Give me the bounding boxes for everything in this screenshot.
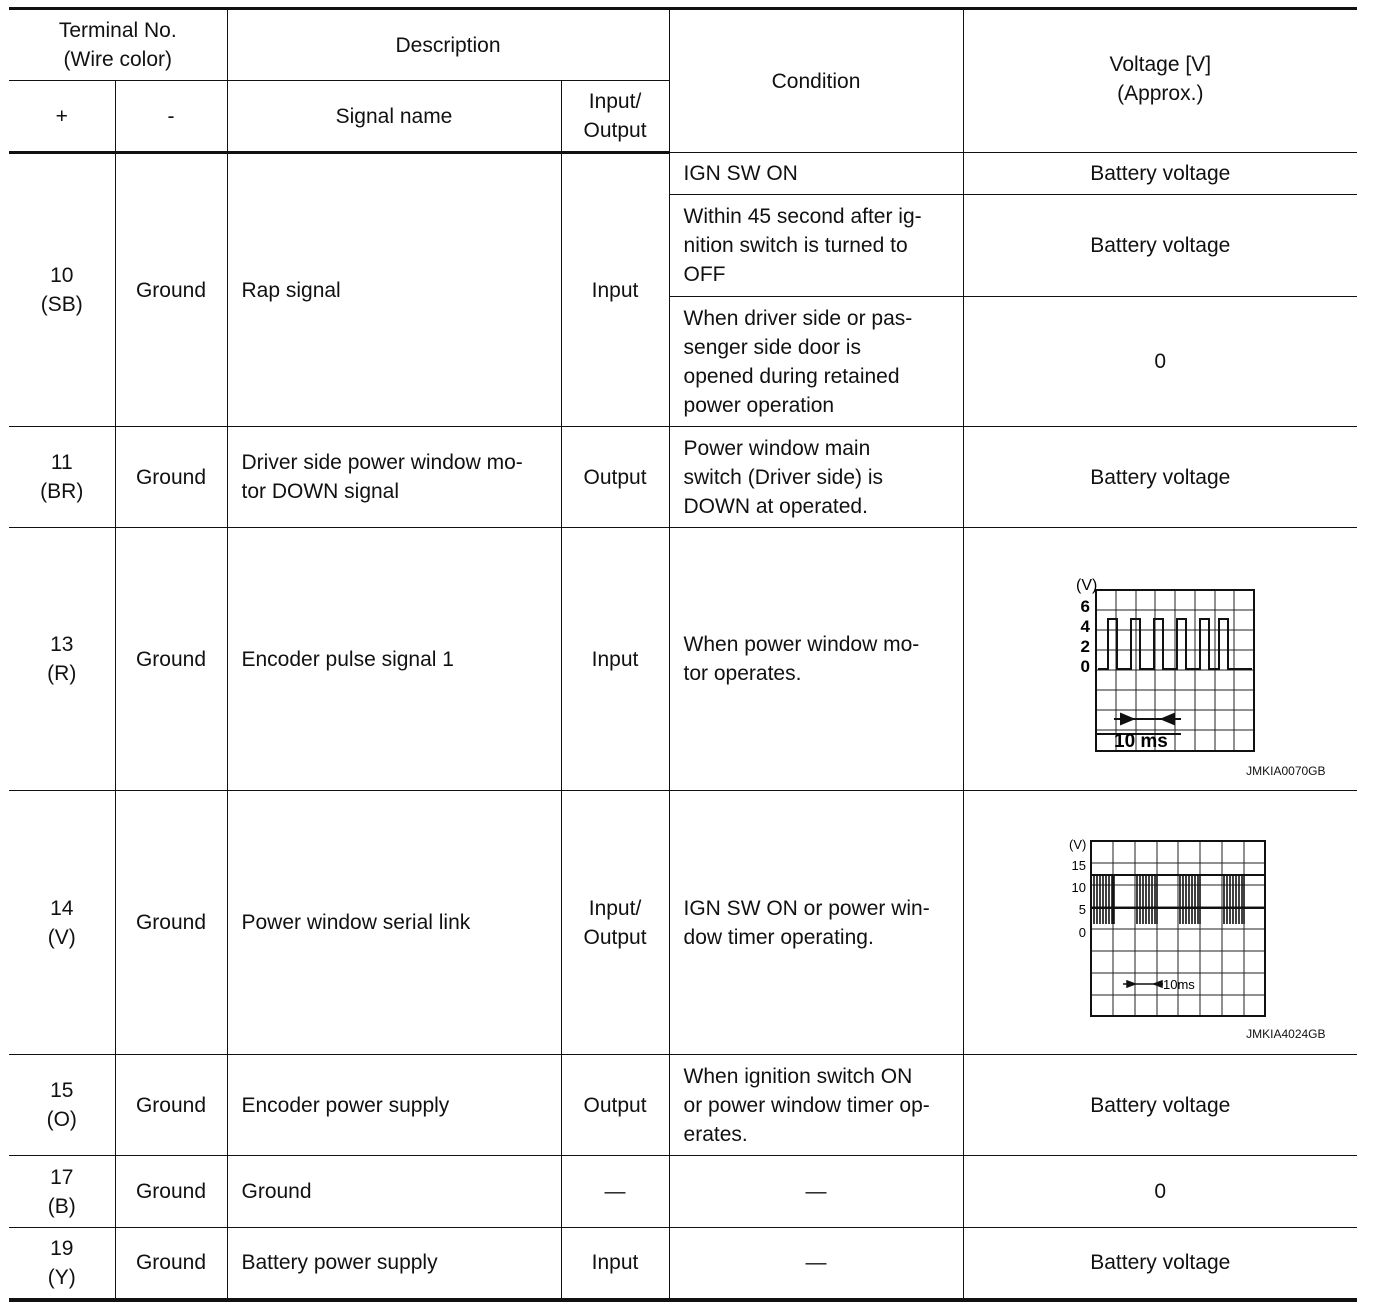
waveform-tick: 2 xyxy=(1080,637,1090,656)
ground-cell: Ground xyxy=(115,153,227,427)
waveform-figure-code: JMKIA4024GB xyxy=(1246,1027,1326,1041)
waveform-tick: 4 xyxy=(1080,617,1090,636)
waveform-tick: 0 xyxy=(1078,925,1086,940)
terminal-cell: 10 (SB) xyxy=(9,153,115,427)
header-condition: Condition xyxy=(669,9,963,153)
io-cell: Input xyxy=(561,1228,669,1300)
waveform-unit: (V) xyxy=(1068,837,1086,852)
signal-name-cell: Encoder pulse signal 1 xyxy=(227,528,561,791)
terminal-cell: 14 (V) xyxy=(9,791,115,1055)
header-plus: + xyxy=(9,81,115,153)
terminal-spec-table xyxy=(9,7,1357,1302)
serial-link-waveform xyxy=(978,791,1372,1054)
io-cell: — xyxy=(561,1156,669,1228)
io-cell: Input xyxy=(561,528,669,791)
voltage-cell: Battery voltage xyxy=(963,195,1357,297)
ground-cell: Ground xyxy=(115,1228,227,1300)
condition-cell: — xyxy=(669,1228,963,1300)
header-voltage: Voltage [V] (Approx.) xyxy=(963,9,1357,153)
header-minus: - xyxy=(115,81,227,153)
terminal-cell: 17 (B) xyxy=(9,1156,115,1228)
ground-cell: Ground xyxy=(115,1055,227,1156)
ground-cell: Ground xyxy=(115,791,227,1055)
signal-name-cell: Power window serial link xyxy=(227,791,561,1055)
header-terminal: Terminal No. (Wire color) xyxy=(9,9,227,81)
header-description: Description xyxy=(227,9,669,81)
waveform-tick: 10 xyxy=(1071,880,1086,895)
waveform-tick: 5 xyxy=(1078,902,1086,917)
voltage-cell: Battery voltage xyxy=(963,153,1357,195)
signal-name-cell: Driver side power window mo- tor DOWN signal xyxy=(227,427,561,528)
waveform-timebase: 10 ms xyxy=(1113,731,1168,752)
voltage-waveform-cell xyxy=(963,528,1357,791)
ground-cell: Ground xyxy=(115,427,227,528)
voltage-cell: Battery voltage xyxy=(963,427,1357,528)
io-cell: Input xyxy=(561,153,669,427)
voltage-cell: 0 xyxy=(963,1156,1357,1228)
condition-cell: When power window mo- tor operates. xyxy=(669,528,963,791)
io-cell: Input/ Output xyxy=(561,791,669,1055)
condition-cell: When ignition switch ON or power window timer op- erates. xyxy=(669,1055,963,1156)
waveform-tick: 15 xyxy=(1071,858,1086,873)
voltage-cell: 0 xyxy=(963,297,1357,427)
voltage-cell: Battery voltage xyxy=(963,1055,1357,1156)
condition-cell: IGN SW ON or power win- dow timer operating. xyxy=(669,791,963,1055)
condition-cell: Power window main switch (Driver side) is DOWN at operated. xyxy=(669,427,963,528)
header-signal-name: Signal name xyxy=(227,81,561,153)
condition-cell: IGN SW ON xyxy=(669,153,963,195)
signal-name-cell: Rap signal xyxy=(227,153,561,427)
terminal-cell: 13 (R) xyxy=(9,528,115,791)
condition-cell: — xyxy=(669,1156,963,1228)
voltage-cell: Battery voltage xyxy=(963,1228,1357,1300)
condition-cell: Within 45 second after ig- nition switch is turned to OFF xyxy=(669,195,963,297)
voltage-waveform-cell xyxy=(963,791,1357,1055)
io-cell: Output xyxy=(561,1055,669,1156)
ground-cell: Ground xyxy=(115,1156,227,1228)
encoder-pulse-waveform xyxy=(978,528,1372,790)
terminal-cell: 11 (BR) xyxy=(9,427,115,528)
waveform-tick: 6 xyxy=(1080,597,1090,616)
waveform-timebase: 10ms xyxy=(1162,977,1195,992)
condition-cell: When driver side or pas- senger side door is opened during retained power operation xyxy=(669,297,963,427)
ground-cell: Ground xyxy=(115,528,227,791)
terminal-cell: 15 (O) xyxy=(9,1055,115,1156)
waveform-unit: (V) xyxy=(1075,577,1097,594)
waveform-tick: 0 xyxy=(1080,657,1090,676)
header-io: Input/ Output xyxy=(561,81,669,153)
waveform-figure-code: JMKIA0070GB xyxy=(1246,764,1326,778)
signal-name-cell: Encoder power supply xyxy=(227,1055,561,1156)
terminal-cell: 19 (Y) xyxy=(9,1228,115,1300)
signal-name-cell: Ground xyxy=(227,1156,561,1228)
signal-name-cell: Battery power supply xyxy=(227,1228,561,1300)
waveform-grid xyxy=(1096,590,1254,751)
io-cell: Output xyxy=(561,427,669,528)
